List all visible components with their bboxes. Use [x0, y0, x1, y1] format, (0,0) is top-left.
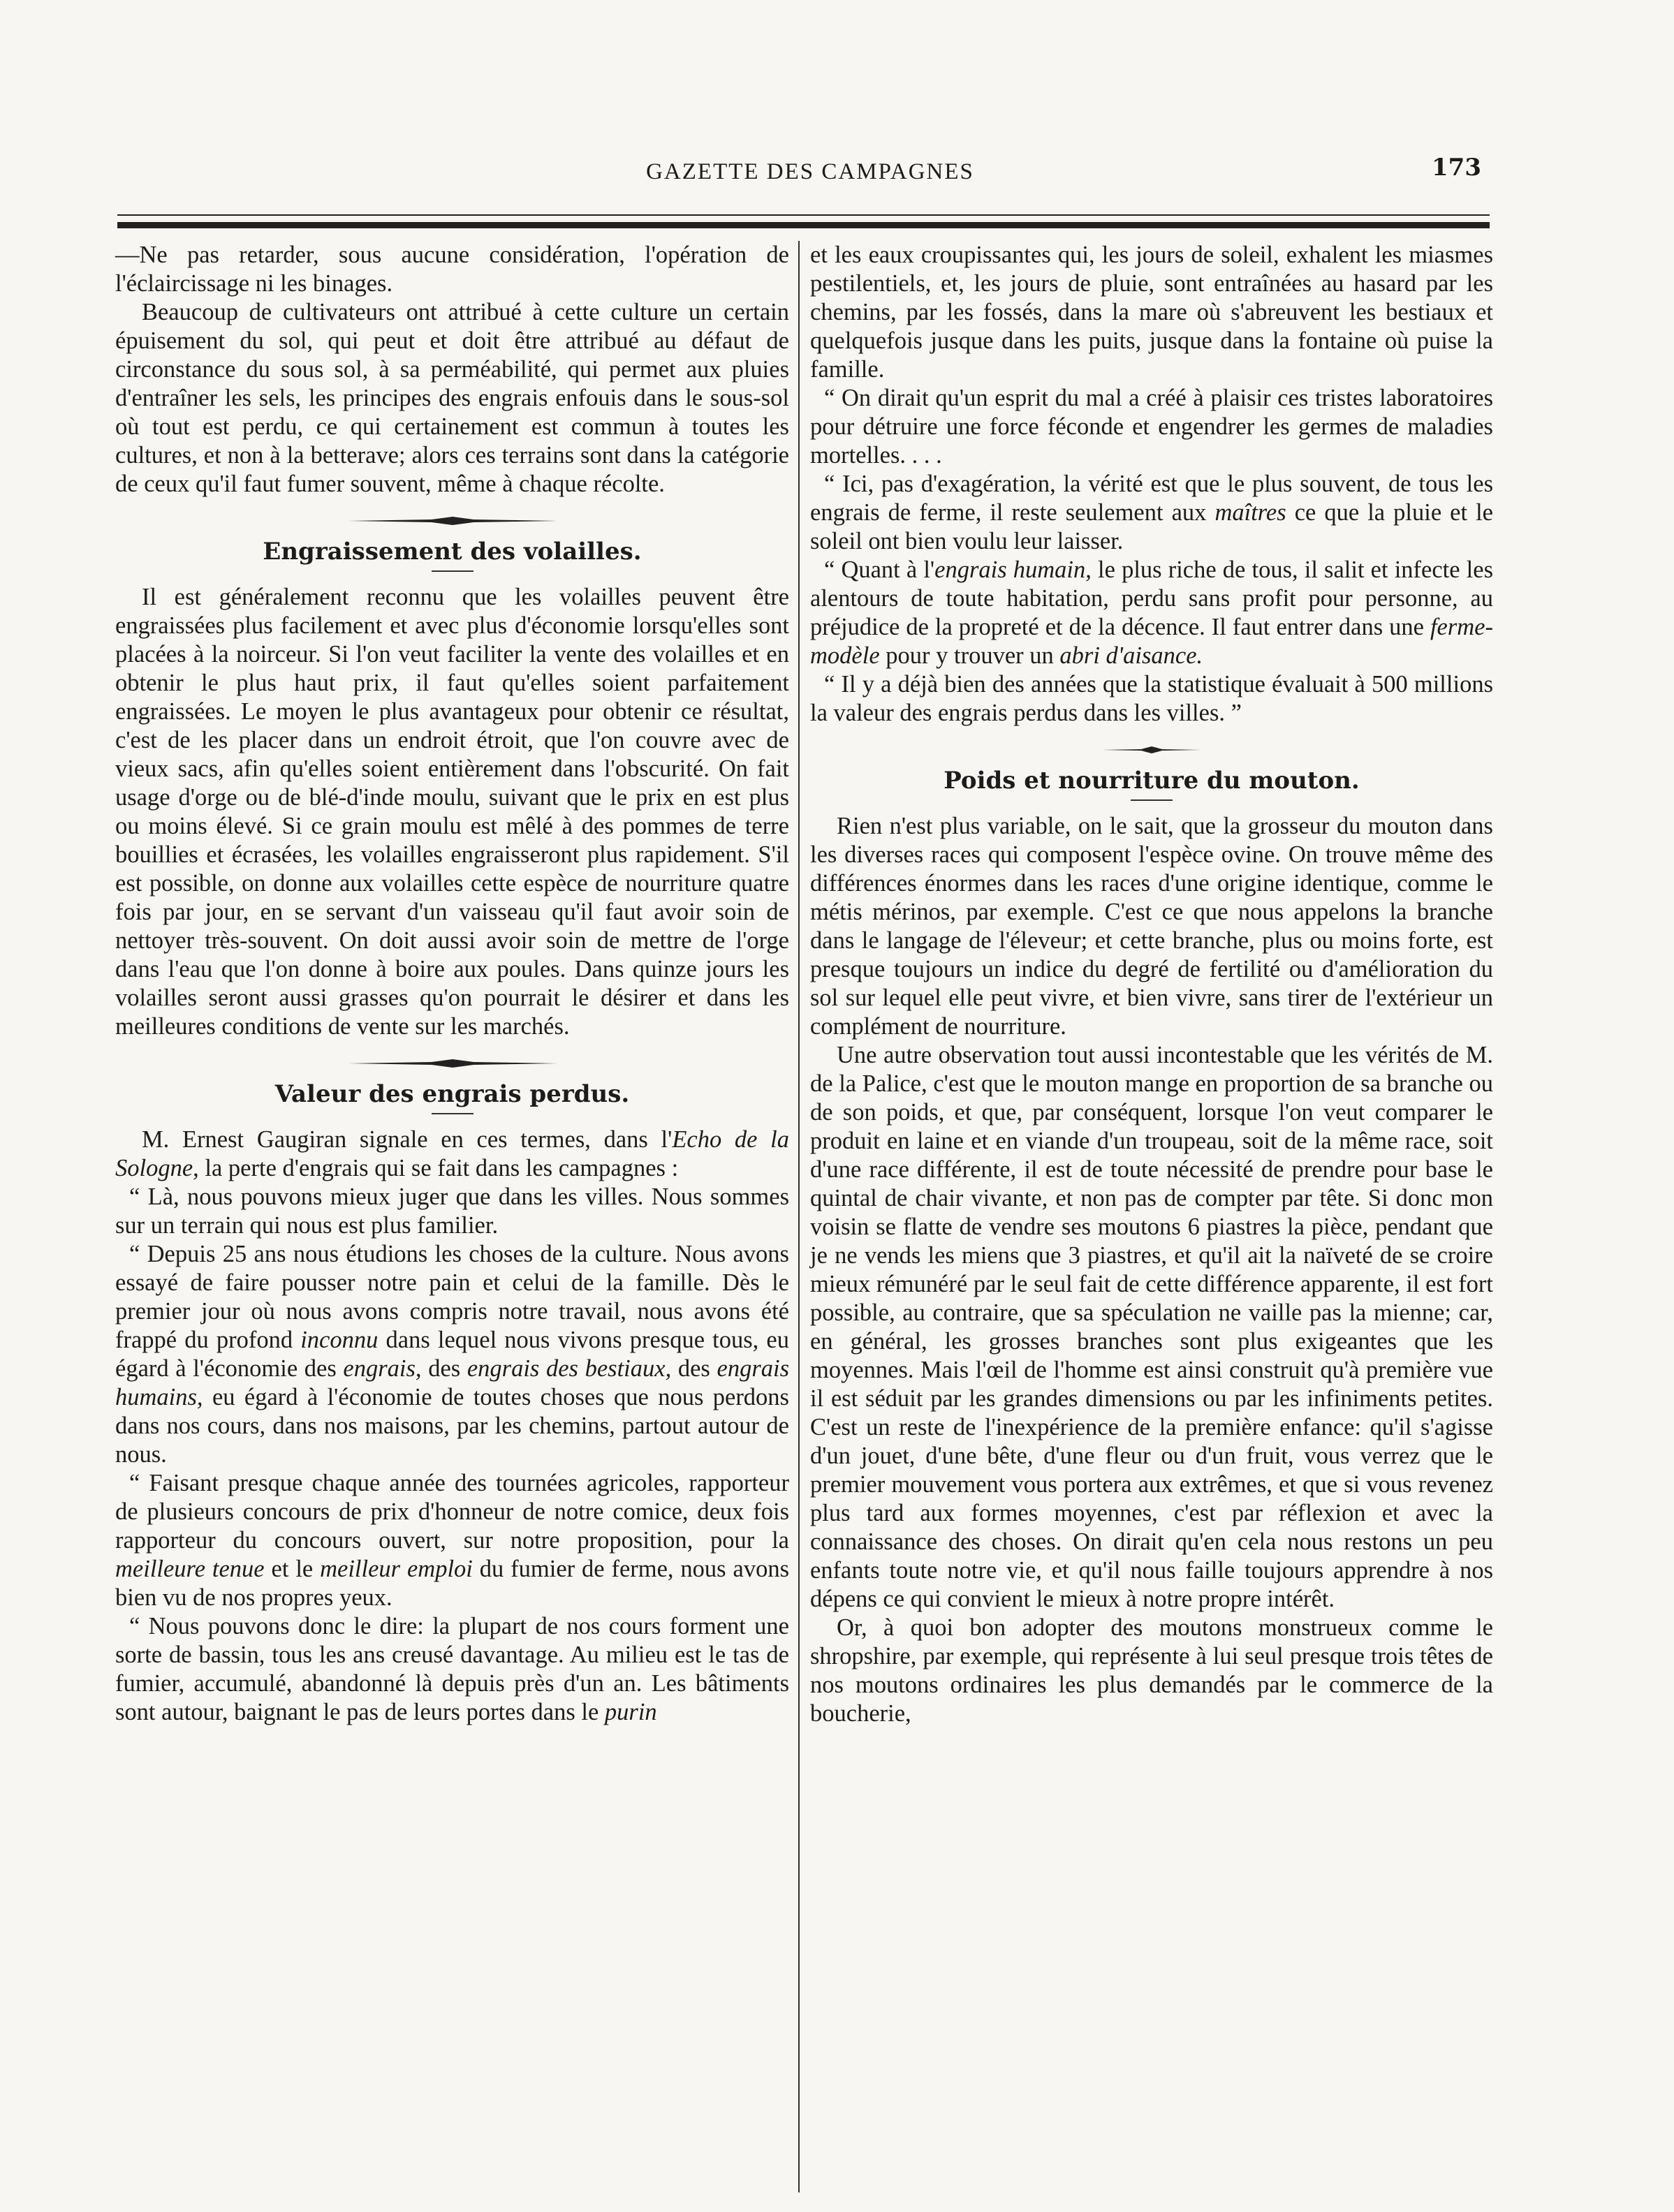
right-column — [810, 241, 1493, 1728]
heading-dash — [1131, 799, 1173, 801]
header-rule-thick — [117, 222, 1490, 228]
page-title: GAZETTE DES CAMPAGNES — [646, 159, 974, 184]
italic-text: engrais des bestiaux, — [467, 1355, 672, 1382]
text-run: et le — [264, 1556, 321, 1582]
text-run: le plus riche de tous, il salit et infecte les alentours de toute habitation, perdu sans profit pour personne, au préjudice de la propreté et de la décence. Il faut entrer dans une — [810, 556, 1494, 640]
text-run: M. Ernest Gaugiran signale en ces termes, dans l' — [142, 1126, 673, 1153]
quote-paragraph — [115, 1469, 789, 1612]
paragraph — [115, 1126, 789, 1183]
text-run: “ Depuis 25 ans nous étudions les choses de la culture. Nous avons essayé de faire pousser notre pain et celui de la famille. Dès le premier jour où nous avons compris notre travail, nous avons été frappé du profond — [115, 1241, 789, 1353]
italic-text: meilleure tenue — [115, 1556, 265, 1582]
italic-text: engrais, — [343, 1355, 422, 1382]
section-ornament — [1103, 746, 1201, 754]
paragraph: —Ne pas retarder, sous aucune considération, l'opération de l'éclaircissage ni les binages. — [115, 242, 789, 297]
italic-text: purin — [604, 1699, 657, 1725]
page-number: 173 — [1432, 154, 1481, 182]
quote-paragraph — [810, 470, 1493, 556]
heading-dash — [432, 1113, 473, 1114]
quote-paragraph: “ Là, nous pouvons mieux juger que dans les villes. Nous sommes sur un terrain qui nous est plus familier. — [115, 1184, 789, 1239]
quote-paragraph — [115, 1240, 789, 1469]
text-run: pour y trouver un — [879, 642, 1060, 669]
text-run: “ Faisant presque chaque année des tournées agricoles, rapporteur de plusieurs concours de prix d'honneur de notre comice, deux fois rapporteur du concours ouvert, sur notre proposition, pour la — [115, 1470, 789, 1554]
paragraph: Une autre observation tout aussi incontestable que les vérités de M. de la Palice, c'est que le mouton mange en proportion de sa branche ou de son poids, et que, par conséquent, lorsque l'on veut comparer le produit en laine et en viande d'un troupeau, soit de la même race, soit d'une race différente, il est de toute nécessité de prendre pour base le quintal de chair vivante, et non pas de compter par tête. Si donc mon voisin se flatte de vendre ses moutons 6 piastres la pièce, pendant que je ne vends les miens que 3 piastres, et qu'il ait la naïveté de se croire mieux rémunéré par le seul fait de cette différence apparente, il est fort possible, au contraire, que sa spéculation ne vaille pas la mienne; car, en général, les grosses branches sont plus exigeantes que les moyennes. Mais l'œil de l'homme est ainsi construit qu'à première vue il est séduit par les grandes dimensions ou par les infiniments petites. C'est un reste de l'inexpérience de la première enfance: qu'il s'agisse d'un jouet, d'une bête, d'une fleur ou d'un fruit, vous verrez que le premier mouvement vous portera aux extrêmes, et que si vous revenez plus tard aux formes moyennes, c'est par réflexion et avec la connaissance des choses. On dirait qu'en cela nous restons un peu enfants toute notre vie, et qu'il nous faille toujours apprendre à nos dépens ce qui convient le mieux à notre propre intérêt. — [810, 1042, 1493, 1612]
section-ornament — [348, 517, 557, 525]
heading-dash — [432, 570, 473, 572]
left-column — [115, 241, 789, 1727]
quote-paragraph: “ On dirait qu'un esprit du mal a créé à plaisir ces tristes laboratoires pour détruire une force féconde et engendrer les germes de maladies mortelles. . . . — [810, 385, 1493, 469]
text-run: des — [421, 1355, 467, 1382]
paragraph: Il est généralement reconnu que les volailles peuvent être engraissées plus facilement et avec plus d'économie lorsqu'elles sont placées à la noirceur. Si l'on veut faciliter la vente des volailles et en obtenir le plus haut prix, il faut qu'elles soient parfaitement engraissées. Le moyen le plus avantageux pour obtenir ce résultat, c'est de les placer dans un endroit étroit, que l'on couvre avec de vieux sacs, afin qu'elles soient entièrement dans l'obscurité. On fait usage d'orge ou de blé-d'inde moulu, suivant que le prix en est plus ou moins élevé. Si ce grain moulu est mêlé à des pommes de terre bouillies et écrasées, les volailles engraisseront plus rapidement. S'il est possible, on donne aux volailles cette espèce de nourriture quatre fois par jour, en se servant d'un vaisseau qu'il faut avoir soin de nettoyer très-souvent. On doit aussi avoir soin de mettre de l'orge dans l'eau que l'on donne à boire aux poules. Dans quinze jours les volailles seront aussi grasses qu'on pourrait le désirer et dans les meilleures conditions de vente sur les marchés. — [115, 584, 789, 1040]
text-run: eu égard à l'économie de toutes choses que nous perdons dans nos cours, dans nos maisons, par les chemins, partout autour de nous. — [115, 1384, 789, 1468]
text-run: , la perte d'engrais qui se fait dans les campagnes : — [193, 1155, 679, 1181]
paragraph: Beaucoup de cultivateurs ont attribué à cette culture un certain épuisement du sol, qui peut et doit être attribué au défaut de circonstance du sous sol, à sa perméabilité, qui permet aux pluies d'entraîner les sels, les principes des engrais enfouis dans le sous-sol où tout est perdu, ce qui certainement est commun à toutes les cultures, et non à la betterave; alors ces terrains sont dans la catégorie de ceux qu'il faut fumer souvent, même à chaque récolte. — [115, 299, 789, 497]
italic-text: maîtres — [1214, 499, 1286, 526]
section-heading: Engraissement des volailles. — [263, 538, 642, 566]
text-run: des — [671, 1355, 717, 1382]
section-heading: Valeur des engrais perdus. — [274, 1080, 630, 1108]
header-rule-thin — [117, 214, 1490, 216]
italic-text: Echo de la Sologne — [115, 1126, 790, 1181]
italic-text: inconnu — [300, 1327, 379, 1353]
paragraph: Rien n'est plus variable, on le sait, que la grosseur du mouton dans les diverses races qui composent l'espèce ovine. On trouve même des différences énormes dans les races d'une origine identique, comme le métis mérinos, par exemple. C'est ce que nous appelons la branche dans le langage de l'éleveur; et cette branche, plus ou moins forte, est presque toujours un indice du degré de fertilité ou d'amélioration du sol sur lequel elle peut vivre, et bien vivre, sans tirer de l'extérieur un complément de nourriture. — [810, 813, 1493, 1040]
paragraph: Or, à quoi bon adopter des moutons monstrueux comme le shropshire, par exemple, qui représente à lui seul presque trois têtes de nos moutons ordinaires les plus demandés par le commerce de la boucherie, — [810, 1614, 1493, 1727]
text-run: dans lequel nous vivons presque tous, eu égard à l'économie des — [115, 1327, 789, 1382]
italic-text: meilleur emploi — [320, 1556, 473, 1582]
text-run: du fumier de ferme, nous avons bien vu de nos propres yeux. — [115, 1556, 789, 1611]
text-run: “ Nous pouvons donc le dire: la plupart de nos cours forment une sorte de bassin, tous les ans creusé davantage. Au milieu est le tas de fumier, accumulé, abandonné là depuis près d'un an. Les bâtiments sont autour, baignant le pas de leurs portes dans le — [115, 1613, 789, 1725]
quote-paragraph — [810, 556, 1493, 670]
text-run: ce que la pluie et le soleil ont bien voulu leur laisser. — [810, 499, 1493, 554]
section-heading: Poids et nourriture du mouton. — [944, 767, 1360, 795]
italic-text: engrais humain, — [934, 556, 1092, 583]
text-run: “ Quant à l' — [824, 556, 935, 583]
quote-paragraph: “ Il y a déjà bien des années que la statistique évaluait à 500 millions la valeur des engrais perdus dans les villes. ” — [810, 671, 1493, 726]
italic-text: ferme-modèle — [810, 614, 1493, 669]
section-ornament — [348, 1059, 557, 1068]
italic-text: engrais humains, — [115, 1355, 789, 1410]
text-run: “ Ici, pas d'exagération, la vérité est que le plus souvent, de tous les engrais de ferme, il reste seulement aux — [810, 471, 1493, 526]
italic-text: abri d'aisance. — [1059, 642, 1203, 669]
paragraph: et les eaux croupissantes qui, les jours de soleil, exhalent les miasmes pestilentiels, et, les jours de pluie, sont entraînées au hasard par les chemins, par les fossés, dans la mare où s'abreuvent les bestiaux et quelquefois jusque dans les puits, jusque dans la fontaine où puise la famille. — [810, 242, 1493, 383]
column-divider — [798, 241, 800, 2192]
quote-paragraph — [115, 1612, 789, 1727]
